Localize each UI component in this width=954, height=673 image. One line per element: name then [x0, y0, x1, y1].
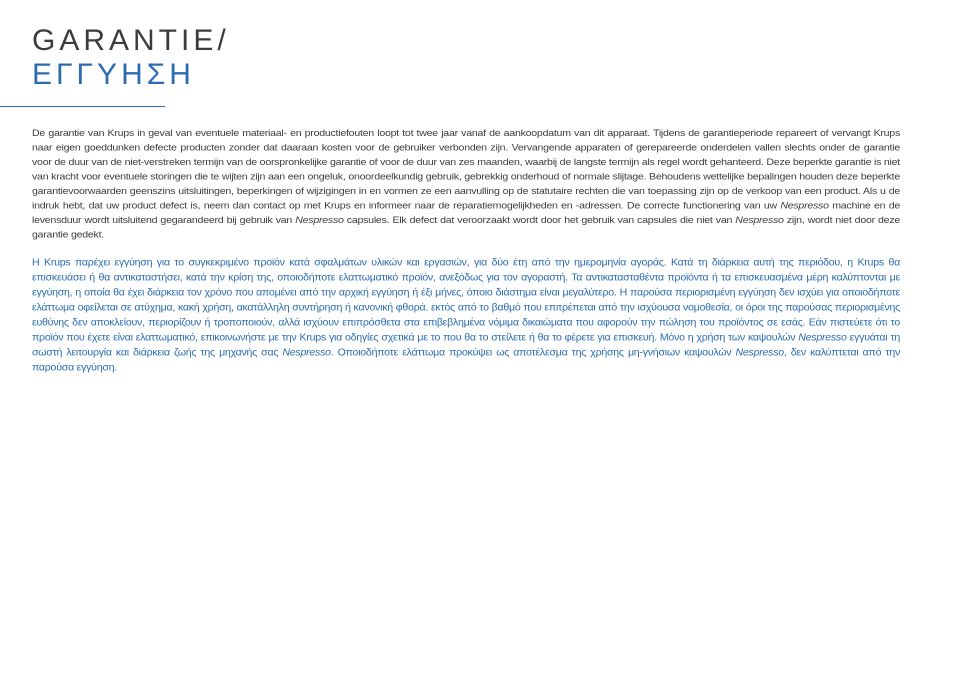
warranty-text-dutch	[32, 126, 900, 242]
greek-text-part-3: . Οποιοδήποτε ελάττωμα προκύψει ως αποτέλεσμα της χρήσης μη-γνήσιων καψουλών	[330, 346, 736, 359]
greek-brand-name-3: Nespresso	[735, 346, 784, 359]
dutch-text-part-3: capsules. Elk defect dat veroorzaakt wordt door het gebruik van capsules die niet van	[343, 214, 736, 226]
dutch-text-part-1: De garantie van Krups in geval van eventuele materiaal- en productiefouten loopt tot twee jaar vanaf de aankoopdatum van dit apparaat. Tijdens de garantieperiode repareert of vervangt Krups naar eigen goeddunken defecte producten zonder dat daaraan kosten voor de gebruiker verbonden zijn. Vervangende apparaten of gerepareerde onderdelen vallen slechts onder de garantie voor de duur van de niet-verstreken termijn van de oorspronkelijke garantie of voor de duur van zes maanden, waarbij de langste termijn als regel wordt gehanteerd. Deze beperkte garantie is niet van kracht voor eventuele storingen die te wijten zijn aan een ongeluk, onoordeelkundig gebruik, gebrekkig onderhoud of normale slijtage. Behoudens wettelijke bepalingen houden deze beperkte garantievoorwaarden geenszins uitsluitingen, beperkingen of wijzigingen in en vormen ze een aanvulling op de statutaire rechten die van toepassing zijn op de verkoop van een product. Als u de indruk hebt, dat uw product defect is, neem dan contact op met Krups en informeer naar de reparatiemogelijkheden en -adressen. De correcte functionering van uw	[32, 127, 900, 212]
title-greek: ΕΓΓΥΗΣΗ	[32, 58, 195, 91]
dutch-brand-name-1: Nespresso	[780, 200, 829, 212]
dutch-brand-name-2: Nespresso	[295, 214, 344, 226]
dutch-text-part-4: zijn, wordt niet door deze garantie gedekt.	[32, 214, 901, 241]
greek-brand-name-2: Nespresso	[282, 346, 331, 359]
greek-text-part-1: Η Krups παρέχει εγγύηση για το συγκεκριμένο προϊόν κατά σφαλμάτων υλικών και εργασιών, για δύο έτη από την ημερομηνία αγοράς. Κατά τη διάρκεια αυτή της περιόδου, η Krups θα επισκευάσει ή θα αντικαταστήσει, κατά την κρίση της, οποιοδήποτε ελαττωματικό προϊόν, ανεξόδως για τον αγοραστή. Τα αντικατασταθέντα προϊόντα ή τα επισκευασμένα μέρη καλύπτονται με εγγύηση, η οποία θα έχει διάρκεια τον χρόνο που απομένει από την αρχική εγγύηση ή έξι μήνες, όποιο διάστημα είναι μεγαλύτερο. Η παρούσα περιορισμένη εγγύηση δεν ισχύει για οποιοδήποτε ελάττωμα οφείλεται σε ατύχημα, κακή χρήση, ακατάλληλη συντήρηση ή κανονική φθορά. εκτός από το βαθμό που επιτρέπεται από την ισχύουσα νομοθεσία, οι όροι της παρούσας περιορισμένης ευθύνης δεν αποκλείουν, περιορίζουν ή τροποποιούν, αλλά ισχύουν επιπρόσθετα στα επιβεβλημένα νόμιμα δικαιώματα που αφορούν την πώληση του προϊόντος σε εσάς. Εάν πιστεύετε ότι το προϊόν που έχετε είναι ελαττωματικό, επικοινωνήστε με την Krups για οδηγίες σχετικά με το που θα το στείλετε ή θα το φέρετε για επισκευή. Μόνο η χρήση των καψουλών	[32, 256, 900, 344]
page-title	[32, 24, 332, 92]
greek-text-part-2: εγγυάται τη σωστή λειτουργία και διάρκεια ζωής της μηχανής σας	[32, 331, 900, 359]
warranty-text-greek	[32, 255, 900, 375]
title-dutch: GARANTIE/	[32, 24, 230, 57]
greek-brand-name-1: Nespresso	[798, 331, 847, 344]
title-underline-divider	[0, 106, 165, 107]
dutch-brand-name-3: Nespresso	[735, 214, 784, 226]
greek-text-part-4: , δεν καλύπτεται από την παρούσα εγγύηση.	[32, 346, 901, 374]
dutch-text-part-2: machine en de levensduur wordt uitsluitend gegarandeerd bij gebruik van	[32, 200, 900, 226]
